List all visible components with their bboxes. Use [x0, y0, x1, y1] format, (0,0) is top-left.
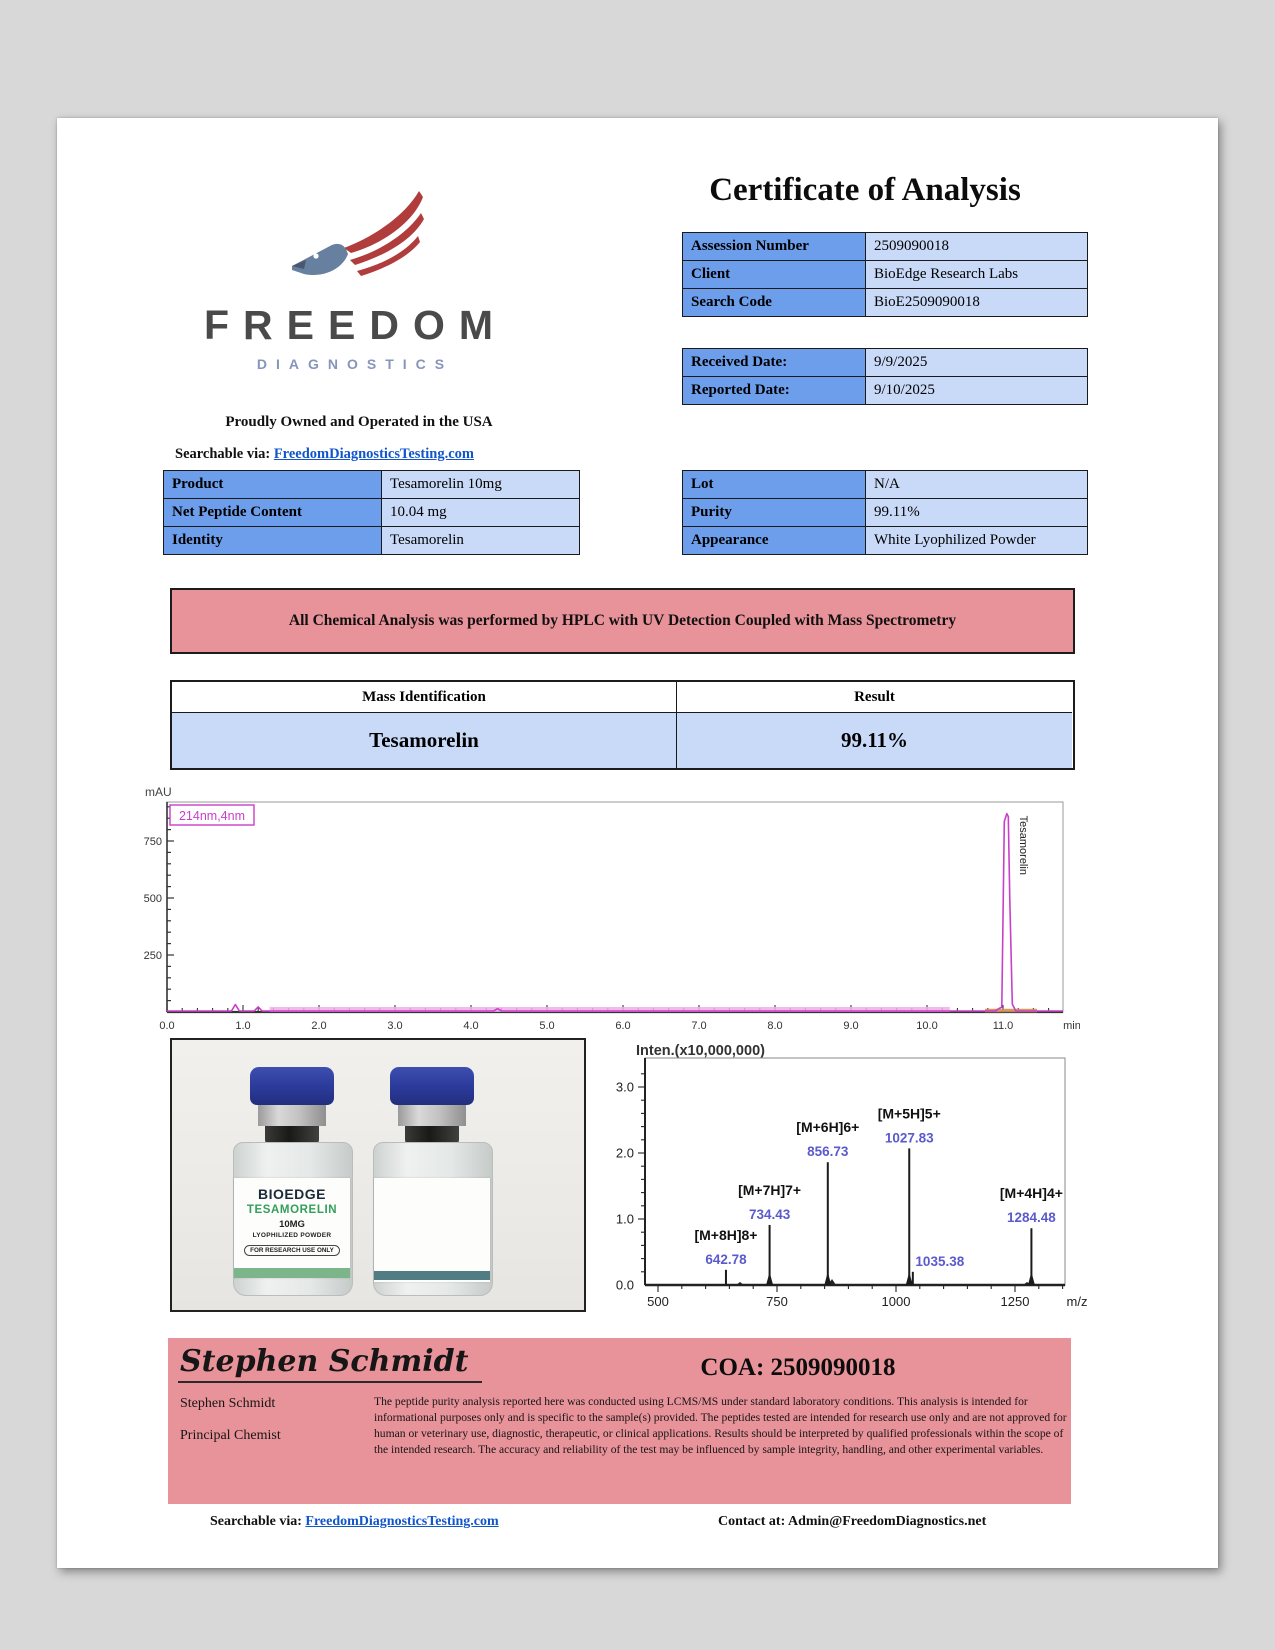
svg-text:6.0: 6.0 — [615, 1020, 631, 1032]
svg-text:1000: 1000 — [881, 1294, 911, 1309]
svg-text:2.0: 2.0 — [311, 1020, 327, 1032]
vial-use-text: FOR RESEARCH USE ONLY — [244, 1245, 340, 1256]
product-table — [163, 470, 580, 555]
tagline: Proudly Owned and Operated in the USA — [225, 414, 493, 430]
freedom-eagle-logo-icon — [280, 186, 430, 296]
searchable-prefix: Searchable via: — [175, 446, 271, 462]
table-row: Net Peptide Content 10.04 mg — [164, 499, 580, 527]
svg-text:0.0: 0.0 — [615, 1277, 634, 1293]
assession-table — [682, 232, 1088, 317]
svg-text:8.0: 8.0 — [767, 1020, 783, 1032]
svg-text:750: 750 — [766, 1294, 788, 1309]
svg-text:1027.83: 1027.83 — [884, 1130, 934, 1146]
svg-text:mAU: mAU — [145, 785, 172, 799]
result-value: 99.11% — [677, 713, 1072, 768]
coa-number: COA: 2509090018 — [700, 1354, 896, 1381]
svg-text:m/z: m/z — [1066, 1294, 1088, 1309]
vial-dose-text: 10MG — [279, 1219, 305, 1230]
svg-text:214nm,4nm: 214nm,4nm — [178, 809, 246, 823]
svg-text:9.0: 9.0 — [843, 1020, 859, 1032]
vial-form-text: LYOPHILIZED POWDER — [252, 1232, 332, 1239]
svg-text:Tesamorelin: Tesamorelin — [1016, 815, 1029, 875]
logo-wordmark: FREEDOM — [204, 302, 507, 348]
vial-collar — [258, 1105, 326, 1126]
signature-script: Stephen Schmidt — [178, 1344, 482, 1383]
svg-text:min: min — [1063, 1020, 1080, 1032]
signer-name: Stephen Schmidt — [180, 1396, 276, 1411]
vial-label-stripe — [234, 1268, 350, 1278]
svg-text:500: 500 — [143, 893, 162, 905]
svg-text:1.0: 1.0 — [615, 1211, 634, 1227]
disclaimer-text: The peptide purity analysis reported here was conducted using LCMS/MS under standard laboratory conditions. This analysis is intended for informational purposes only and is specific to the sample(s) provided. The peptides tested are intended for research use only and are not approved for human or veterinary use, diagnostic, therapeutic, or clinical applications. Results should be interpreted by qualified professionals within the scope of the intended research. The accuracy and reliability of the test may be influenced by sample integrity, handling, and other experimental variables. — [374, 1395, 1067, 1456]
svg-text:[M+8H]8+: [M+8H]8+ — [694, 1226, 758, 1243]
mass-identification-table — [170, 680, 1075, 770]
table-row: Assession Number 2509090018 — [683, 233, 1088, 261]
svg-text:11.0: 11.0 — [992, 1020, 1014, 1032]
logo-subtext: DIAGNOSTICS — [256, 356, 454, 372]
mass-id-value: Tesamorelin — [172, 713, 677, 768]
svg-text:3.0: 3.0 — [615, 1079, 634, 1095]
product-vials-photo — [170, 1038, 586, 1312]
svg-text:1.0: 1.0 — [235, 1020, 251, 1032]
svg-text:Inten.(x10,000,000): Inten.(x10,000,000) — [636, 1043, 765, 1059]
dates-table — [682, 348, 1088, 405]
footer-contact: Contact at: Admin@FreedomDiagnostics.net — [718, 1514, 987, 1529]
table-row: Product Tesamorelin 10mg — [164, 471, 580, 499]
mass-table-header-row — [172, 682, 1073, 713]
mass-id-header: Mass Identification — [172, 682, 677, 713]
mass-spectrum-chart — [590, 1040, 1095, 1318]
svg-text:734.43: 734.43 — [748, 1206, 791, 1222]
vial-label — [234, 1178, 350, 1278]
footer-searchable — [210, 1514, 499, 1530]
vial-collar — [398, 1105, 466, 1126]
mass-table-data-row — [172, 713, 1073, 768]
svg-text:500: 500 — [647, 1294, 669, 1309]
footer-searchable-link[interactable]: FreedomDiagnosticsTesting.com — [305, 1514, 499, 1529]
table-row: Lot N/A — [683, 471, 1088, 499]
table-row: Appearance White Lyophilized Powder — [683, 527, 1088, 555]
svg-text:4.0: 4.0 — [463, 1020, 479, 1032]
method-banner: All Chemical Analysis was performed by HPLC with UV Detection Coupled with Mass Spectrometry — [170, 588, 1075, 654]
vial-brand-text: BIOEDGE — [257, 1186, 327, 1202]
vial-cap — [390, 1067, 474, 1105]
svg-text:[M+4H]4+: [M+4H]4+ — [999, 1185, 1063, 1202]
table-row: Search Code BioE2509090018 — [683, 289, 1088, 317]
svg-text:0.0: 0.0 — [159, 1020, 175, 1032]
svg-text:1284.48: 1284.48 — [1007, 1210, 1056, 1226]
svg-text:[M+7H]7+: [M+7H]7+ — [738, 1181, 802, 1198]
signature-banner — [168, 1338, 1071, 1504]
vial-label-stripe — [374, 1271, 490, 1280]
page-title: Certificate of Analysis — [709, 172, 1021, 208]
table-row: Identity Tesamorelin — [164, 527, 580, 555]
svg-text:1035.38: 1035.38 — [915, 1253, 965, 1269]
svg-text:5.0: 5.0 — [539, 1020, 555, 1032]
vial-product-text: TESAMORELIN — [246, 1204, 338, 1216]
footer-searchable-prefix: Searchable via: — [210, 1514, 306, 1529]
table-row: Received Date: 9/9/2025 — [683, 349, 1088, 377]
svg-text:2.0: 2.0 — [615, 1145, 634, 1161]
table-row: Purity 99.11% — [683, 499, 1088, 527]
summary-table — [682, 470, 1088, 555]
svg-text:750: 750 — [143, 836, 162, 848]
svg-text:856.73: 856.73 — [807, 1144, 849, 1160]
vial-label-back — [374, 1178, 490, 1282]
searchable-link[interactable]: FreedomDiagnosticsTesting.com — [273, 446, 474, 462]
svg-text:[M+5H]5+: [M+5H]5+ — [877, 1105, 941, 1122]
signer-role: Principal Chemist — [180, 1428, 281, 1443]
hplc-chromatogram — [140, 780, 1080, 1042]
table-row: Reported Date: 9/10/2025 — [683, 377, 1088, 405]
svg-text:10.0: 10.0 — [916, 1020, 938, 1032]
svg-text:1250: 1250 — [1000, 1294, 1030, 1309]
vial-cap — [250, 1067, 334, 1105]
svg-text:3.0: 3.0 — [387, 1020, 403, 1032]
searchable-line — [175, 446, 474, 463]
svg-text:[M+6H]6+: [M+6H]6+ — [796, 1119, 860, 1136]
result-header: Result — [677, 682, 1072, 713]
svg-text:7.0: 7.0 — [691, 1020, 707, 1032]
svg-text:642.78: 642.78 — [705, 1251, 747, 1267]
svg-text:250: 250 — [143, 950, 162, 962]
table-row: Client BioEdge Research Labs — [683, 261, 1088, 289]
